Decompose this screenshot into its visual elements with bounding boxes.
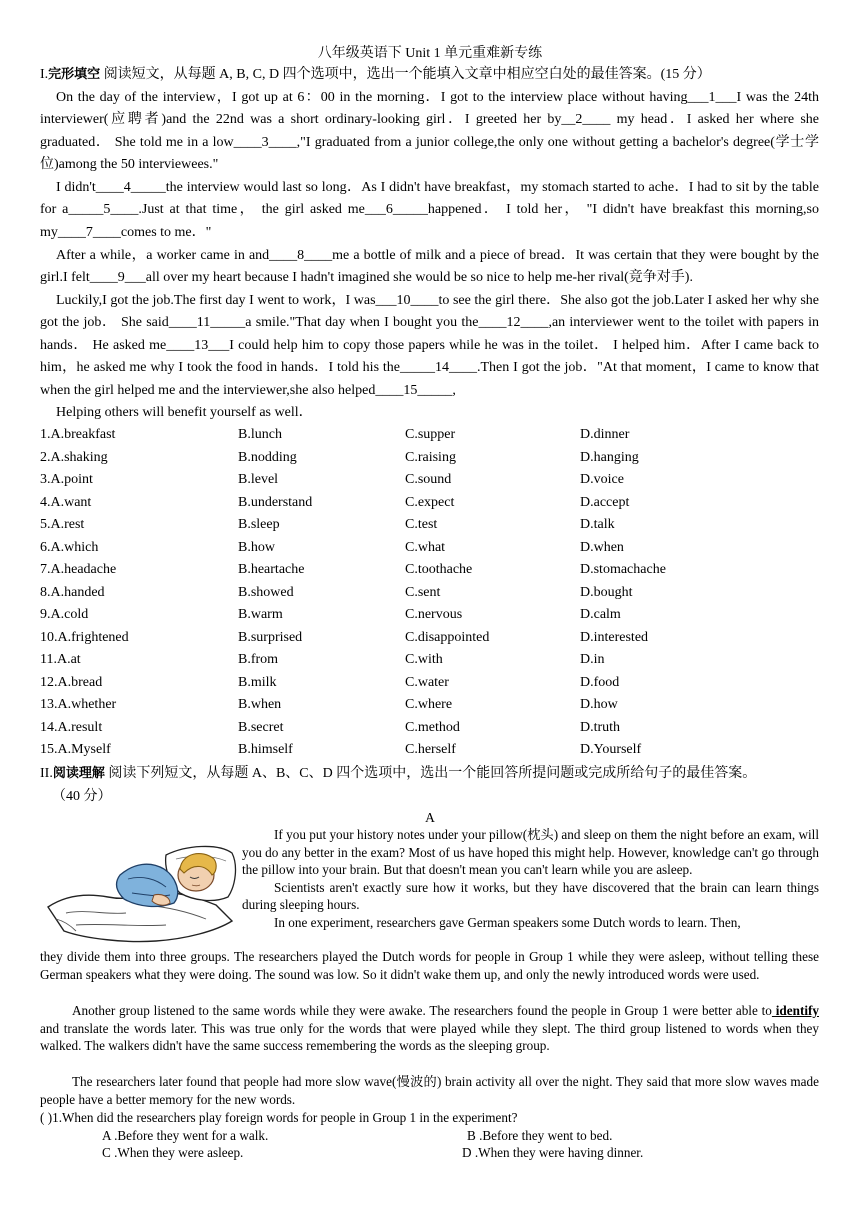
option-row-2 xyxy=(40,450,820,472)
cloze-paragraph-2: I didn't____4_____the interview would last so long．As I didn't have breakfast，my stomach started to ache．I had to sit by the table for a_____5____.Just at that time， the girl asked me___6_____happened． I told her， "I didn't have breakfast this morning,so my____7____comes to me．" xyxy=(40,180,819,240)
option-5-d[interactable]: D.talk xyxy=(580,517,615,532)
option-9-c[interactable]: C.nervous xyxy=(405,607,463,622)
passage-label: A xyxy=(425,810,435,825)
question-1-text: 1.When did the researchers play foreign words for people in Group 1 in the experiment? xyxy=(52,1110,518,1125)
passage-a-paragraph-5: The researchers later found that people had more slow wave(慢波的) brain activity all over the night. They said that more slow waves made people have a better memory for the new words. xyxy=(40,1074,819,1107)
option-9-b[interactable]: B.warm xyxy=(238,607,283,622)
option-12-c[interactable]: C.water xyxy=(405,674,449,690)
option-row-8 xyxy=(40,585,820,607)
option-10-c[interactable]: C.disappointed xyxy=(405,629,490,645)
option-8-c[interactable]: C.sent xyxy=(405,584,441,600)
section2-instruction: 阅读下列短文，从每题 A、B、C、D 四个选项中，选出一个能回答所提问题或完成所给句子的最佳答案。 xyxy=(104,766,757,781)
option-7-d[interactable]: D.stomachache xyxy=(580,562,666,577)
option-11-d[interactable]: D.in xyxy=(580,652,605,667)
option-2-d[interactable]: D.hanging xyxy=(580,449,639,465)
passage-a-paragraph-3-rest: they divide them into three groups. The researchers played the Dutch words for people in Group 1 while they were asleep, without telling these German speakers what they were doing. The sound was low. So it didn't wake them up, and only the newly introduced words were used. xyxy=(40,949,819,982)
option-15-b[interactable]: B.himself xyxy=(238,742,293,757)
option-1-d[interactable]: D.dinner xyxy=(580,427,630,442)
section1-number: I. xyxy=(40,67,49,82)
option-13-c[interactable]: C.where xyxy=(405,697,453,712)
option-5-a[interactable]: 5.A.rest xyxy=(40,517,85,532)
option-10-a[interactable]: 10.A.frightened xyxy=(40,629,129,645)
passage-a-paragraph-4: Another group listened to the same words while they were awake. The researchers found the people in Group 1 were better able to identify and translate the words later. This was true only for the words that were played while they slept. The third group listened to words when they walked. The walkers didn't have the same success remembering the words as the sleeping group. xyxy=(40,1003,819,1054)
option-1-b[interactable]: B.lunch xyxy=(238,427,282,442)
option-row-13 xyxy=(40,697,820,719)
option-9-a[interactable]: 9.A.cold xyxy=(40,607,89,622)
sleeping-boy-illustration xyxy=(46,835,238,945)
option-row-6 xyxy=(40,540,820,562)
option-7-b[interactable]: B.heartache xyxy=(238,562,305,577)
option-10-b[interactable]: B.surprised xyxy=(238,629,303,645)
option-8-b[interactable]: B.showed xyxy=(238,584,294,600)
option-8-d[interactable]: D.bought xyxy=(580,584,633,600)
option-2-c[interactable]: C.raising xyxy=(405,449,456,465)
option-row-11 xyxy=(40,652,820,674)
cloze-paragraph-1: On the day of the interview，I got up at 6：00 in the morning．I got to the interview place without having___1___I was the 24th interviewer(应聘者)and the 22nd was a short ordinary-looking girl．I greeted her by__2____ my head．I asked her where she graduated． She told me in a low____3____,"I graduated from a junior college,the only one without getting a bachelor's degree(学士学位)among the 50 interviewees." xyxy=(40,90,819,173)
option-15-d[interactable]: D.Yourself xyxy=(580,742,642,757)
section1-heading xyxy=(40,64,820,86)
option-3-c[interactable]: C.sound xyxy=(405,472,452,487)
option-row-5 xyxy=(40,517,820,539)
option-row-7 xyxy=(40,562,820,584)
option-7-c[interactable]: C.toothache xyxy=(405,562,473,577)
option-8-a[interactable]: 8.A.handed xyxy=(40,584,105,600)
section1-instruction: 阅读短文，从每题 A, B, C, D 四个选项中，选出一个能填入文章中相应空白处的最佳答案。(15 分） xyxy=(100,67,711,82)
question-1-option-b[interactable]: B .Before they went to bed. xyxy=(467,1128,613,1143)
option-11-c[interactable]: C.with xyxy=(405,652,443,667)
option-row-14 xyxy=(40,720,820,742)
cloze-paragraph-4: Luckily,I got the job.The first day I went to work，I was___10____to see the girl there．She also got the job.Later I asked her why she got the job． She said____11_____a smile."That day when I bought you the____12____,an interviewer went to the toilet with papers in hands． He asked me____13___I could help him to copy those papers while he was in the toilet． I helped him．After I came back to him，he asked me why I took the food in hands．I told his the_____14____.Then I got the job．"At that moment，I came to know that when the girl helped me and the interviewer,she also helped____15_____, xyxy=(40,293,819,398)
option-13-d[interactable]: D.how xyxy=(580,697,618,712)
section2-heading xyxy=(40,763,820,785)
section2-points: （40 分） xyxy=(52,789,112,804)
section2-title: 阅读理解 xyxy=(52,766,105,781)
cloze-paragraph-3: After a while，a worker came in and____8____me a bottle of milk and a piece of bread．It was certain that they were bought by the girl.I felt____9___all over my heart because I hadn't imagined she would be so nice to help me-her rival(竞争对手). xyxy=(40,248,819,286)
option-4-a[interactable]: 4.A.want xyxy=(40,494,92,510)
option-11-a[interactable]: 11.A.at xyxy=(40,652,81,667)
option-4-d[interactable]: D.accept xyxy=(580,494,630,510)
page-title: 八年级英语下 Unit 1 单元重难新专练 xyxy=(317,46,543,61)
option-row-10 xyxy=(40,630,820,652)
option-14-b[interactable]: B.secret xyxy=(238,719,284,735)
option-6-c[interactable]: C.what xyxy=(405,539,446,555)
answer-bracket[interactable]: ( ) xyxy=(40,1110,53,1125)
passage-a-paragraph-1: If you put your history notes under your pillow(枕头) and sleep on them the night before an exam, will you do any better in the exam? Most of us have hoped this might help. However, knowledge can't go through the pillow into your brain. But that doesn't mean you can't learn while you are asleep. xyxy=(242,827,819,878)
question-1-option-c[interactable]: C .When they were asleep. xyxy=(102,1145,244,1160)
option-7-a[interactable]: 7.A.headache xyxy=(40,562,117,577)
option-12-a[interactable]: 12.A.bread xyxy=(40,674,103,690)
cloze-paragraph-5: Helping others will benefit yourself as well． xyxy=(56,405,313,420)
option-12-d[interactable]: D.food xyxy=(580,674,620,690)
option-5-b[interactable]: B.sleep xyxy=(238,517,280,532)
option-row-9 xyxy=(40,607,820,629)
option-4-c[interactable]: C.expect xyxy=(405,494,455,510)
option-13-b[interactable]: B.when xyxy=(238,697,282,712)
option-row-1 xyxy=(40,427,820,449)
option-5-c[interactable]: C.test xyxy=(405,517,438,532)
option-2-a[interactable]: 2.A.shaking xyxy=(40,449,108,465)
option-14-d[interactable]: D.truth xyxy=(580,719,621,735)
option-11-b[interactable]: B.from xyxy=(238,652,279,667)
option-10-d[interactable]: D.interested xyxy=(580,629,649,645)
option-1-a[interactable]: 1.A.breakfast xyxy=(40,427,116,442)
option-3-b[interactable]: B.level xyxy=(238,472,279,487)
passage-a-paragraph-3-start: In one experiment, researchers gave German speakers some Dutch words to learn. Then, xyxy=(274,914,741,930)
option-15-a[interactable]: 15.A.Myself xyxy=(40,742,111,757)
option-4-b[interactable]: B.understand xyxy=(238,494,313,510)
option-12-b[interactable]: B.milk xyxy=(238,674,277,690)
option-3-d[interactable]: D.voice xyxy=(580,472,624,487)
question-1-option-a[interactable]: A .Before they went for a walk. xyxy=(102,1128,269,1143)
option-6-d[interactable]: D.when xyxy=(580,539,624,555)
passage-a-intro xyxy=(242,826,819,932)
option-row-15 xyxy=(40,742,820,764)
option-13-a[interactable]: 13.A.whether xyxy=(40,697,117,712)
option-15-c[interactable]: C.herself xyxy=(405,742,456,757)
option-1-c[interactable]: C.supper xyxy=(405,427,456,442)
section1-title: 完形填空 xyxy=(48,67,101,82)
option-9-d[interactable]: D.calm xyxy=(580,607,621,622)
section2-number: II. xyxy=(40,766,53,781)
question-1 xyxy=(40,1109,518,1126)
option-14-c[interactable]: C.method xyxy=(405,719,460,735)
question-1-option-d[interactable]: D .When they were having dinner. xyxy=(462,1145,644,1160)
option-6-a[interactable]: 6.A.which xyxy=(40,539,99,555)
option-3-a[interactable]: 3.A.point xyxy=(40,472,93,487)
option-row-3 xyxy=(40,472,820,494)
option-row-12 xyxy=(40,675,820,697)
option-2-b[interactable]: B.nodding xyxy=(238,449,297,465)
option-row-4 xyxy=(40,495,820,517)
option-14-a[interactable]: 14.A.result xyxy=(40,719,103,735)
highlighted-word: identify xyxy=(771,1003,819,1018)
passage-a-paragraph-2: Scientists aren't exactly sure how it works, but they have discovered that the brain can learn things during sleeping hours. xyxy=(242,879,819,913)
option-6-b[interactable]: B.how xyxy=(238,539,275,555)
